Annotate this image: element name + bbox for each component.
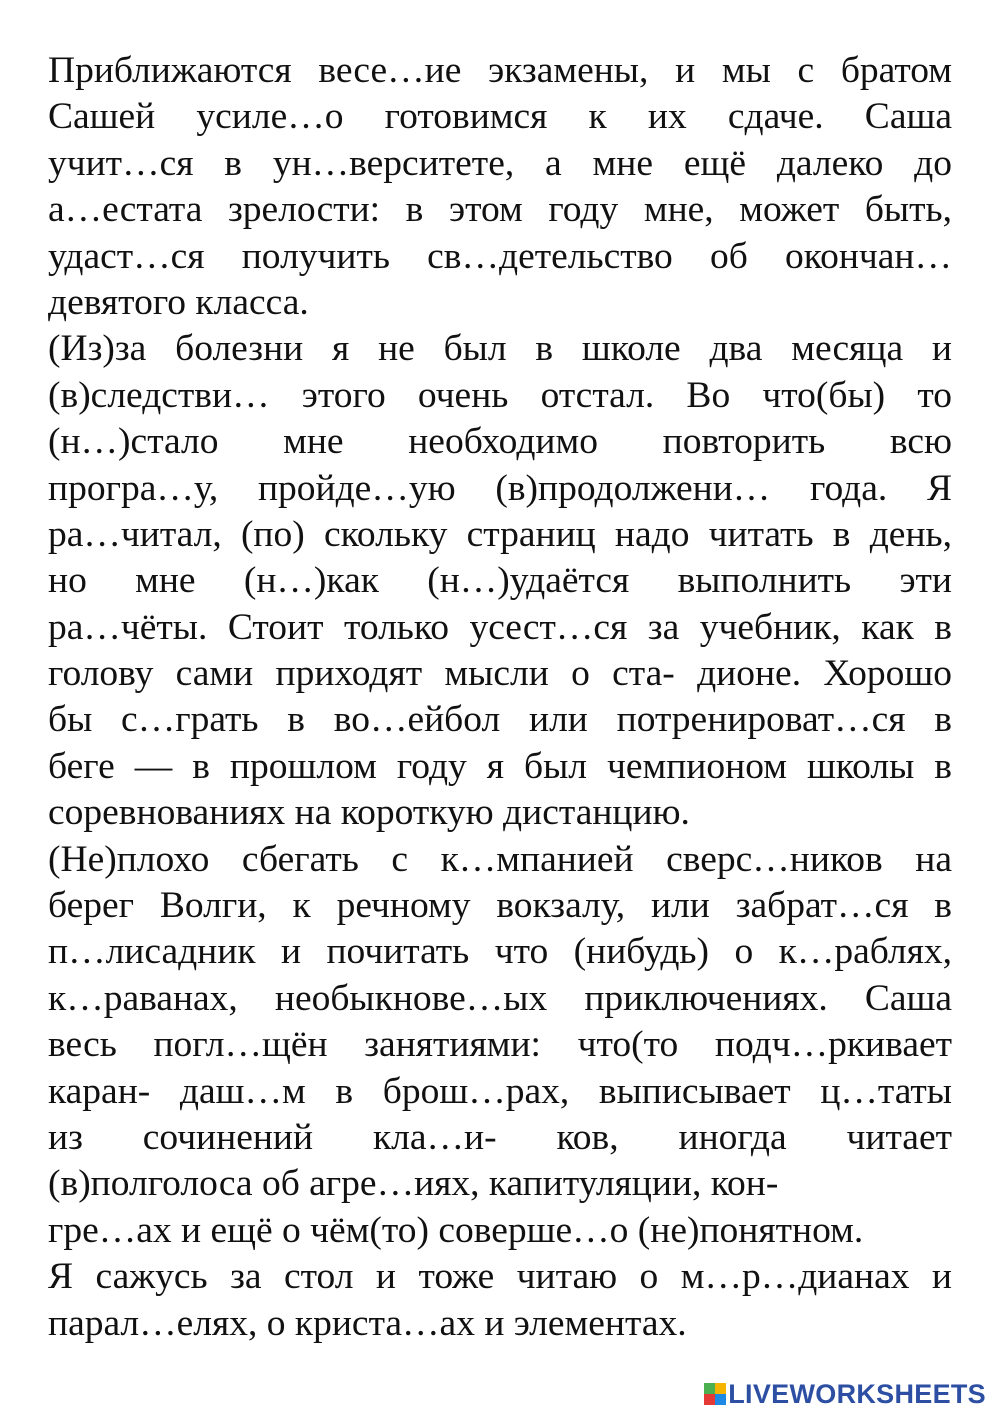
liveworksheets-logo-icon	[704, 1383, 726, 1405]
paragraph-1	[48, 48, 952, 326]
text-line: а…естата зрелости: в этом году мне, может быть,	[48, 189, 952, 231]
text-line: весь погл…щён занятиями: что(то подч…ркивает	[48, 1024, 952, 1066]
paragraph-3	[48, 837, 952, 1255]
liveworksheets-logo[interactable]	[704, 1378, 986, 1410]
text-line: Сашей усиле…о готовимся к их сдаче. Саша	[48, 96, 952, 138]
logo-square	[715, 1394, 726, 1405]
text-line: каран- даш…м в брош…рах, выписывает ц…таты	[48, 1070, 952, 1112]
logo-square	[704, 1383, 715, 1394]
paragraph-4	[48, 1254, 952, 1347]
text-line: учит…ся в ун…верситете, а мне ещё далеко до	[48, 142, 952, 184]
text-line: соревнованиях на короткую дистанцию.	[48, 792, 690, 834]
text-line: (н…)стало мне необходимо повторить всю	[48, 421, 952, 463]
paragraph-2	[48, 326, 952, 836]
text-line: (Из)за болезни я не был в школе два месяца и	[48, 328, 952, 370]
text-line: ра…чёты. Стоит только усест…ся за учебник, как в	[48, 606, 952, 648]
text-line: ра…читал, (по) скольку страниц надо читать в день,	[48, 513, 952, 555]
logo-square	[704, 1394, 715, 1405]
text-line: удаст…ся получить св…детельство об окончан…	[48, 235, 952, 277]
brand-name: LIVEWORKSHEETS	[728, 1379, 986, 1409]
text-line: (в)полголоса об агре…иях, капитуляции, кон-	[48, 1163, 779, 1205]
text-line: бы с…грать в во…ейбол или потренироват…ся в	[48, 699, 952, 741]
text-line: девятого класса.	[48, 281, 309, 323]
text-line: голову сами приходят мысли о ста- дионе. Хорошо	[48, 653, 952, 695]
text-line: Приближаются весе…ие экзамены, и мы с братом	[48, 50, 952, 91]
text-line: к…раванах, необыкнове…ых приключениях. Саша	[48, 977, 952, 1019]
worksheet-text	[48, 48, 952, 1347]
text-line: Я сажусь за стол и тоже читаю о м…р…дианах и	[48, 1256, 952, 1298]
text-line: берег Волги, к речному вокзалу, или забрат…ся в	[48, 885, 952, 927]
text-line: (в)следстви… этого очень отстал. Во что(бы) то	[48, 374, 952, 416]
text-line: гре…ах и ещё о чём(то) соверше…о (не)понятном.	[48, 1209, 864, 1251]
text-line: програ…у, пройде…ую (в)продолжени… года. Я	[48, 467, 952, 509]
text-line: п…лисадник и почитать что (нибудь) о к…раблях,	[48, 931, 952, 973]
logo-square	[715, 1383, 726, 1394]
text-line: парал…елях, о криста…ах и элементах.	[48, 1302, 687, 1344]
text-line: но мне (н…)как (н…)удаётся выполнить эти	[48, 560, 952, 602]
text-line: из сочинений кла…и- ков, иногда читает	[48, 1116, 952, 1158]
text-line: (Не)плохо сбегать с к…мпанией сверс…ников на	[48, 838, 952, 880]
text-line: беге — в прошлом году я был чемпионом школы в	[48, 745, 952, 787]
